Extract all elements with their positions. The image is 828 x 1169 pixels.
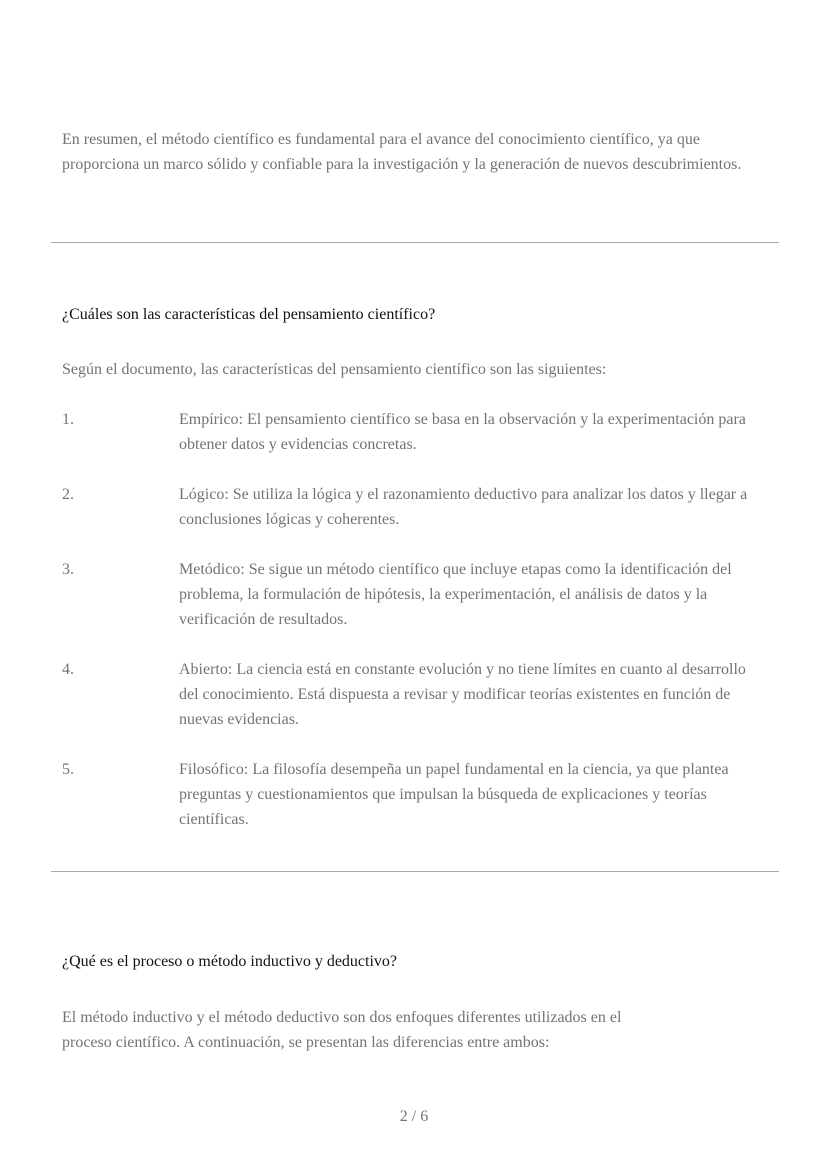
section-question-methods: ¿Qué es el proceso o método inductivo y deductivo? [62, 953, 398, 970]
section-question-characteristics: ¿Cuáles son las características del pensamiento científico? [62, 306, 436, 323]
section-lead-characteristics: Según el documento, las características del pensamiento científico son las siguientes: [62, 361, 607, 378]
section-divider [51, 871, 779, 872]
section-divider [51, 242, 779, 243]
summary-paragraph: En resumen, el método científico es fundamental para el avance del conocimiento científico, ya que proporciona un marco sólido y confiable para la investigación y la generación de nuevos descubrimientos. [62, 131, 742, 173]
list-item-number: 2. [62, 486, 74, 503]
list-item-text: Abierto: La ciencia está en constante evolución y no tiene límites en cuanto al desarrollo del conocimiento. Está dispuesta a revisar y modificar teorías existentes en función de nuevas evidencias. [179, 661, 746, 728]
page-indicator: 2 / 6 [399, 1108, 429, 1125]
list-item-text: Lógico: Se utiliza la lógica y el razonamiento deductivo para analizar los datos y llegar a conclusiones lógicas y coherentes. [179, 486, 748, 528]
list-item-number: 3. [62, 561, 74, 578]
list-item-number: 5. [62, 761, 74, 778]
list-item-number: 1. [62, 411, 74, 428]
list-item-text: Empírico: El pensamiento científico se basa en la observación y la experimentación para obtener datos y evidencias concretas. [179, 411, 746, 453]
section-lead-methods: El método inductivo y el método deductivo son dos enfoques diferentes utilizados en el proceso científico. A continuación, se presentan las diferencias entre ambos: [62, 1009, 622, 1051]
list-item-number: 4. [62, 661, 74, 678]
list-item-text: Filosófico: La filosofía desempeña un papel fundamental en la ciencia, ya que plantea preguntas y cuestionamientos que impulsan la búsqueda de explicaciones y teorías científicas. [179, 761, 729, 828]
list-item-text: Metódico: Se sigue un método científico que incluye etapas como la identificación del problema, la formulación de hipótesis, la experimentación, el análisis de datos y la verificación de resultados. [179, 561, 732, 628]
